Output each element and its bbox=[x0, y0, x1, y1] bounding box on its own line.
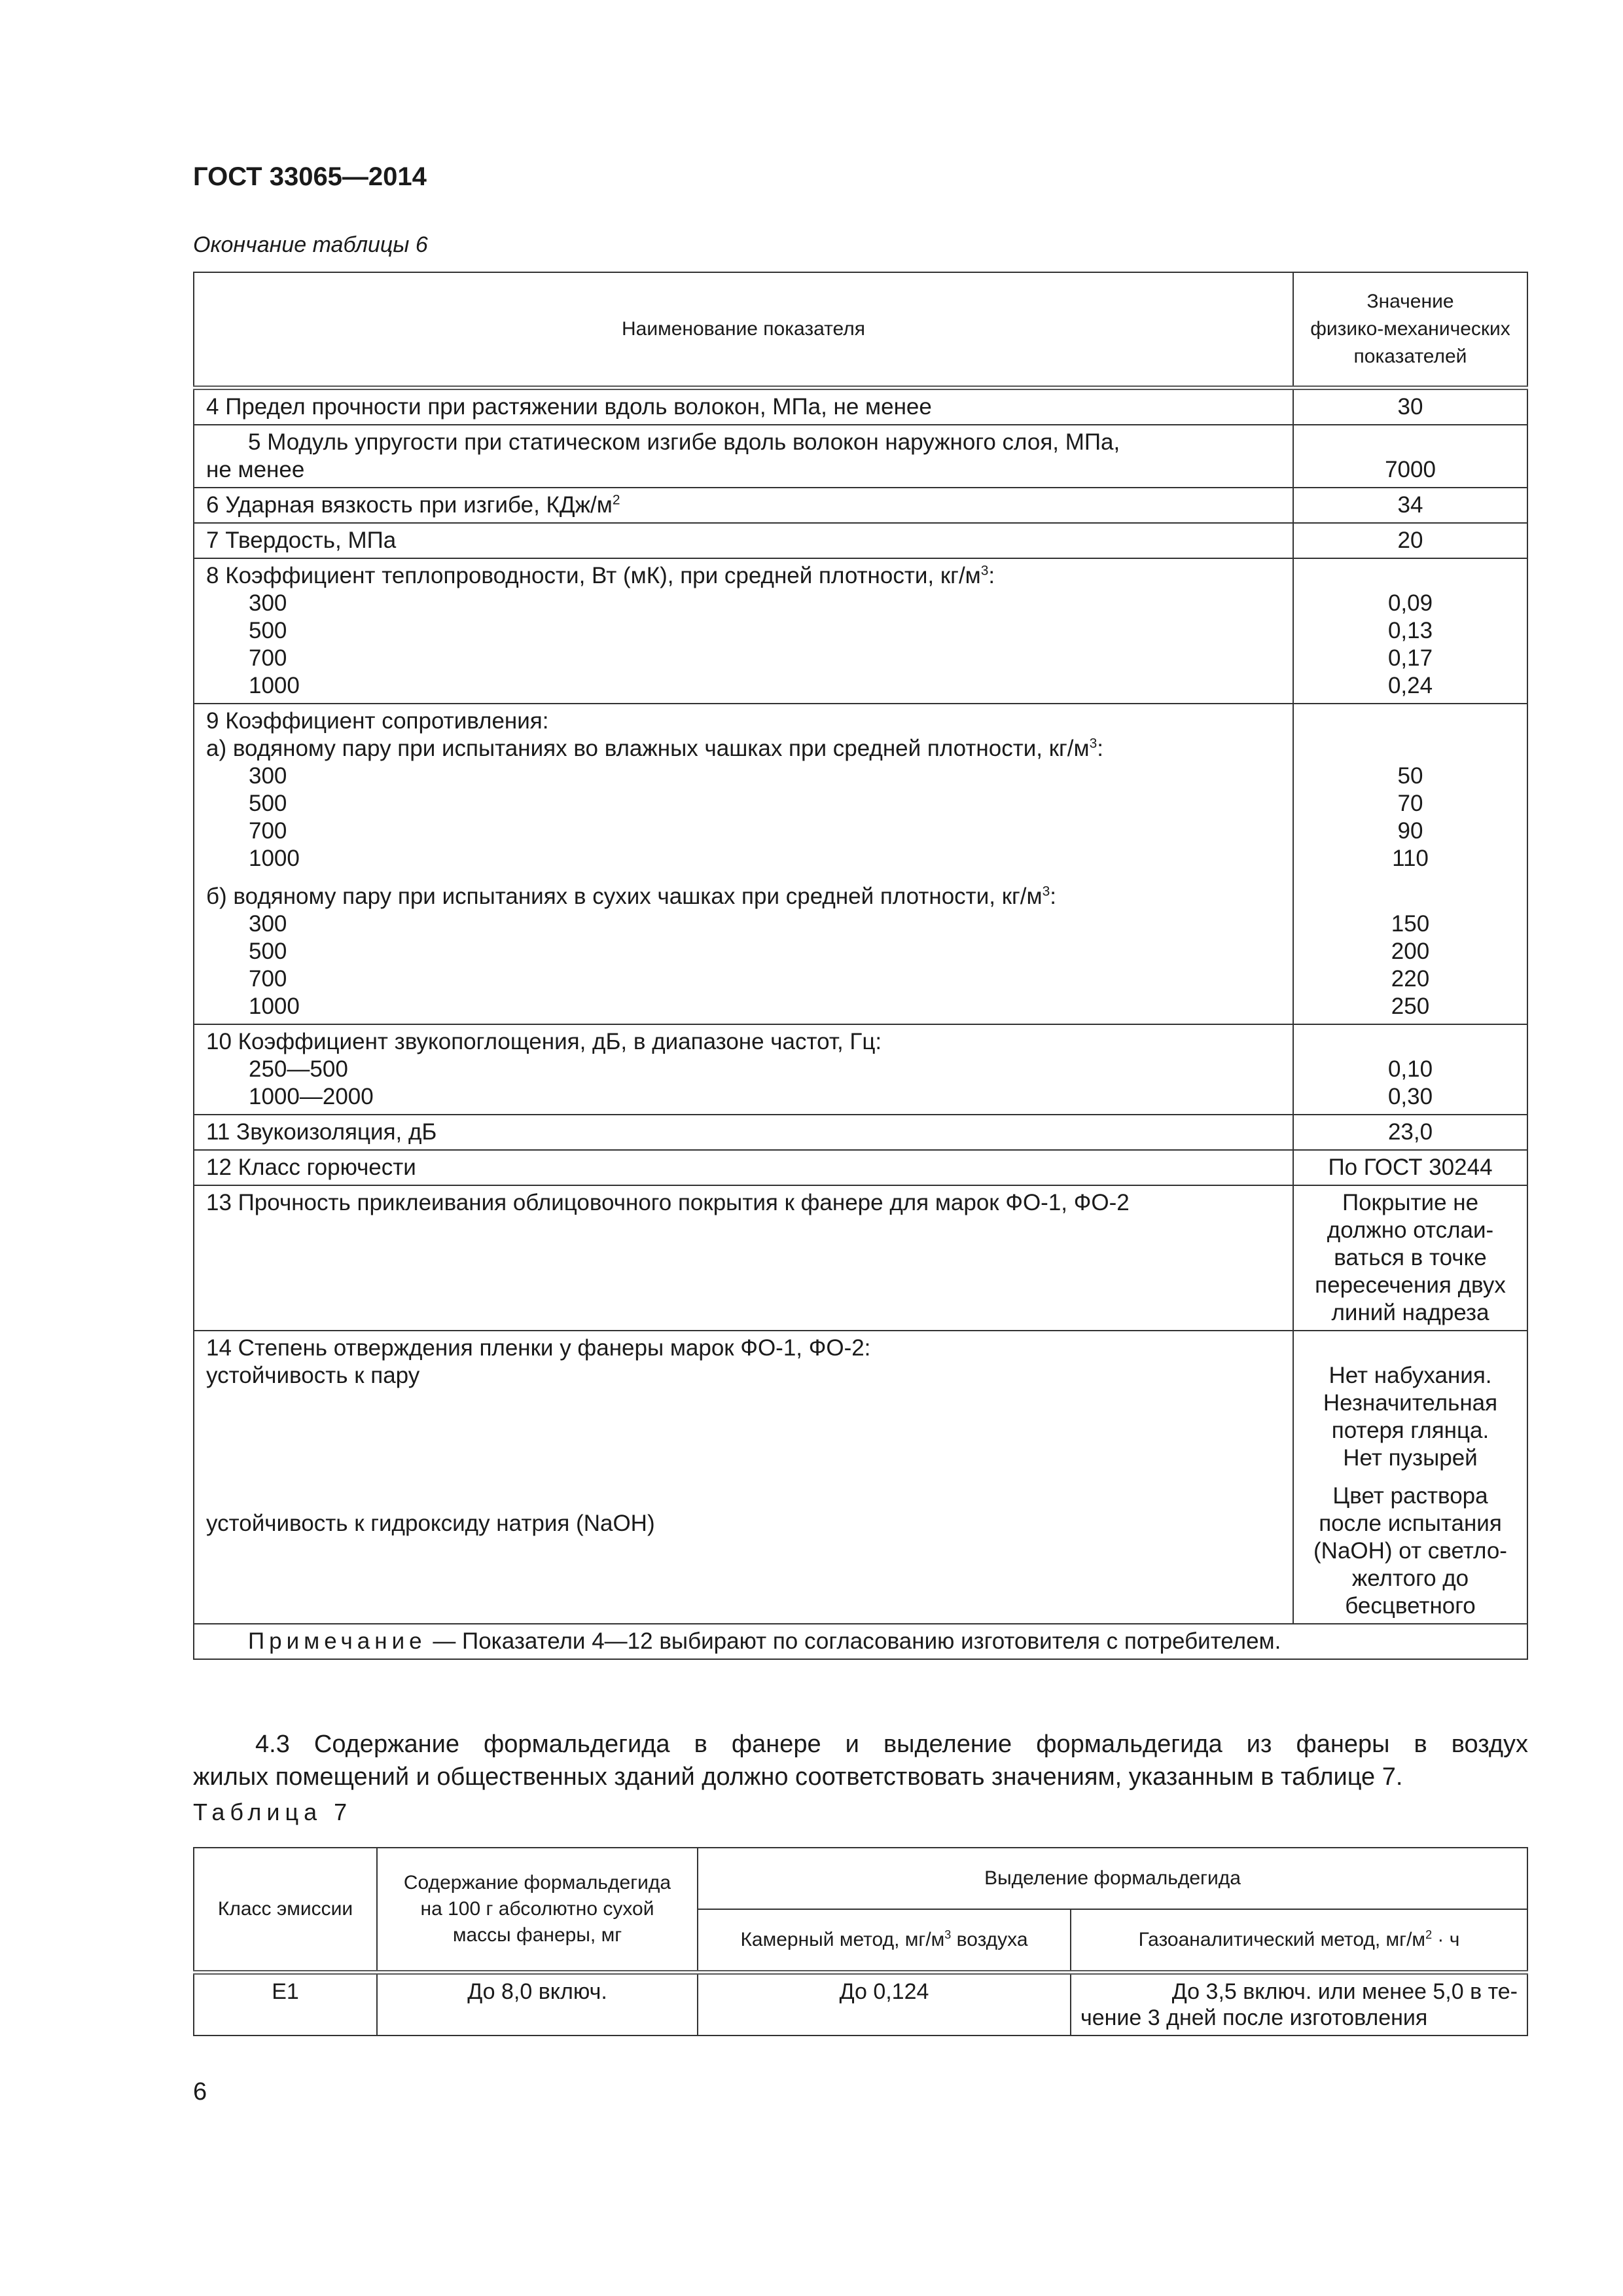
chamber-tail: воздуха bbox=[951, 1929, 1028, 1950]
col-header-chamber bbox=[698, 1909, 1071, 1973]
gas-text: Газоаналитический метод, мг/м bbox=[1138, 1929, 1426, 1950]
col-header-value bbox=[1293, 272, 1527, 388]
row-12-value: По ГОСТ 30244 bbox=[1293, 1150, 1527, 1185]
range-item: 250—500 bbox=[249, 1056, 348, 1082]
table-row bbox=[194, 488, 1527, 523]
row-14-values bbox=[1293, 1331, 1527, 1624]
row-9-title: 9 Коэффициент сопротивления: bbox=[206, 708, 549, 734]
row-9a-text: а) водяному пару при испытаниях во влажных чашках при средней плотности, кг/м bbox=[206, 736, 1090, 761]
density-item: 1000 bbox=[249, 673, 300, 698]
note-text: — Показатели 4—12 выбирают по согласованию изготовителя с потребителем. bbox=[426, 1628, 1281, 1654]
gas-sup: 2 bbox=[1425, 1928, 1433, 1941]
row-7-value: 20 bbox=[1293, 523, 1527, 558]
row-14-steam: устойчивость к пару bbox=[206, 1363, 420, 1388]
density-item: 300 bbox=[249, 911, 287, 937]
value-item: 0,09 bbox=[1387, 590, 1433, 616]
note-label: Примечание bbox=[248, 1628, 427, 1654]
row-5-line: не менее bbox=[206, 457, 305, 482]
density-item: 500 bbox=[249, 618, 287, 643]
table-row bbox=[194, 558, 1527, 704]
table-note-row bbox=[194, 1624, 1527, 1659]
value-line: Нет набухания. bbox=[1329, 1363, 1492, 1388]
cell-class: Е1 bbox=[194, 1973, 377, 2036]
row-11-name: 11 Звукоизоляция, дБ bbox=[194, 1115, 1293, 1150]
row-12-name: 12 Класс горючести bbox=[194, 1150, 1293, 1185]
cell-content: До 8,0 включ. bbox=[377, 1973, 698, 2036]
density-item: 500 bbox=[249, 791, 287, 816]
density-item: 500 bbox=[249, 939, 287, 964]
value-line: Покрытие не bbox=[1342, 1190, 1479, 1215]
cell-gas bbox=[1071, 1973, 1527, 2036]
row-13-name: 13 Прочность приклеивания облицовочного покрытия к фанере для марок ФО-1, ФО-2 bbox=[194, 1185, 1293, 1331]
header-line: на 100 г абсолютно сухой bbox=[420, 1898, 654, 1920]
value-item: 0,30 bbox=[1387, 1084, 1433, 1109]
row-11-value: 23,0 bbox=[1293, 1115, 1527, 1150]
value-line: потеря глянца. bbox=[1331, 1418, 1489, 1443]
col-header-name: Наименование показателя bbox=[194, 272, 1293, 388]
row-9b-text: б) водяному пару при испытаниях в сухих чашках при средней плотности, кг/м bbox=[206, 884, 1043, 909]
row-6-name bbox=[194, 488, 1293, 523]
chamber-sup: 3 bbox=[944, 1928, 952, 1941]
col-header-value-line: показателей bbox=[1353, 346, 1467, 367]
density-item: 1000 bbox=[249, 994, 300, 1019]
row-10-title: 10 Коэффициент звукопоглощения, дБ, в диапазоне частот, Гц: bbox=[206, 1029, 882, 1054]
table-row bbox=[194, 1150, 1527, 1185]
row-4-name: 4 Предел прочности при растяжении вдоль волокон, МПа, не менее bbox=[194, 388, 1293, 425]
table-7 bbox=[193, 1847, 1528, 2036]
row-6-sup: 2 bbox=[612, 492, 620, 508]
page-number: 6 bbox=[193, 2078, 207, 2106]
value-item: 50 bbox=[1397, 763, 1423, 789]
value-line: Цвет раствора bbox=[1332, 1483, 1488, 1509]
row-8-title-text: 8 Коэффициент теплопроводности, Вт (мК), при средней плотности, кг/м bbox=[206, 563, 981, 588]
table-row bbox=[194, 388, 1527, 425]
col-header-value-line: физико-механических bbox=[1310, 318, 1510, 340]
value-item: 250 bbox=[1391, 994, 1430, 1019]
table-row bbox=[194, 1024, 1527, 1115]
col-header-content bbox=[377, 1848, 698, 1973]
table-7-caption: Таблица 7 bbox=[193, 1799, 353, 1825]
row-8-name bbox=[194, 558, 1293, 704]
row-14-naoh: устойчивость к гидроксиду натрия (NaOH) bbox=[206, 1511, 655, 1536]
value-item: 0,17 bbox=[1387, 645, 1433, 671]
col-header-emission: Выделение формальдегида bbox=[698, 1848, 1527, 1909]
document-header: ГОСТ 33065—2014 bbox=[193, 162, 427, 191]
table-row bbox=[194, 1973, 1527, 2036]
row-9a-sup: 3 bbox=[1089, 736, 1097, 751]
row-9-values bbox=[1293, 704, 1527, 1024]
density-item: 700 bbox=[249, 645, 287, 671]
row-7-name: 7 Твердость, МПа bbox=[194, 523, 1293, 558]
row-9a-tail: : bbox=[1097, 736, 1104, 761]
value-item: 110 bbox=[1392, 846, 1429, 871]
table-6-caption: Окончание таблицы 6 bbox=[193, 232, 428, 257]
value-item: 70 bbox=[1397, 791, 1423, 816]
value-line: бесцветного bbox=[1345, 1593, 1476, 1619]
range-item: 1000—2000 bbox=[249, 1084, 374, 1109]
row-8-tail: : bbox=[988, 563, 995, 588]
value-item: 0,10 bbox=[1387, 1056, 1433, 1082]
table-row bbox=[194, 704, 1527, 1024]
row-5-line: 5 Модуль упругости при статическом изгибе вдоль волокон наружного слоя, МПа, bbox=[248, 429, 1120, 455]
row-10-values bbox=[1293, 1024, 1527, 1115]
value-item: 200 bbox=[1391, 939, 1430, 964]
row-13-value bbox=[1293, 1185, 1527, 1331]
row-9a-title bbox=[206, 735, 1281, 762]
value-line: ваться в точке bbox=[1334, 1245, 1487, 1270]
table-row bbox=[194, 1185, 1527, 1331]
value-line: пересечения двух bbox=[1315, 1272, 1506, 1298]
value-item: 90 bbox=[1397, 818, 1423, 844]
row-6-value: 34 bbox=[1293, 488, 1527, 523]
header-line: массы фанеры, мг bbox=[452, 1924, 622, 1946]
value-item: 0,13 bbox=[1387, 618, 1433, 643]
value-line: должно отслаи- bbox=[1327, 1217, 1494, 1243]
value-item: 150 bbox=[1391, 911, 1430, 937]
value-line: после испытания bbox=[1319, 1511, 1502, 1536]
row-9b-title bbox=[206, 883, 1281, 910]
value-line: (NaOH) от светло- bbox=[1313, 1538, 1507, 1564]
cell-chamber: До 0,124 bbox=[698, 1973, 1071, 2036]
cell-gas-line: чение 3 дней после изготовления bbox=[1080, 2005, 1428, 2030]
value-line: линий надреза bbox=[1331, 1300, 1489, 1325]
table-note bbox=[194, 1624, 1527, 1659]
paragraph-line: 4.3 Содержание формальдегида в фанере и выделение формальдегида из фанеры в воздух bbox=[255, 1731, 1528, 1758]
row-14-title: 14 Степень отверждения пленки у фанеры марок ФО-1, ФО-2: bbox=[206, 1335, 871, 1361]
col-header-gas bbox=[1071, 1909, 1527, 1973]
table-row bbox=[194, 1331, 1527, 1624]
paragraph-line: жилых помещений и общественных зданий должно соответствовать значениям, указанным в таблице 7. bbox=[193, 1763, 1403, 1791]
density-item: 300 bbox=[249, 590, 287, 616]
row-6-text: 6 Ударная вязкость при изгибе, КДж/м bbox=[206, 492, 613, 518]
density-item: 1000 bbox=[249, 846, 300, 871]
value-item: 0,24 bbox=[1387, 673, 1433, 698]
density-item: 300 bbox=[249, 763, 287, 789]
row-4-value: 30 bbox=[1293, 388, 1527, 425]
density-item: 700 bbox=[249, 818, 287, 844]
row-5-value: 7000 bbox=[1293, 425, 1527, 488]
chamber-text: Камерный метод, мг/м bbox=[740, 1929, 945, 1950]
row-9b-sup: 3 bbox=[1042, 884, 1050, 899]
row-10-name bbox=[194, 1024, 1293, 1115]
col-header-value-line: Значение bbox=[1366, 291, 1454, 312]
paragraph-4-3 bbox=[193, 1728, 1528, 1793]
row-8-title bbox=[206, 562, 1281, 590]
col-header-class: Класс эмиссии bbox=[194, 1848, 377, 1973]
value-item: 220 bbox=[1391, 966, 1430, 992]
row-9b-tail: : bbox=[1050, 884, 1056, 909]
row-8-sup: 3 bbox=[980, 563, 989, 579]
row-14-name bbox=[194, 1331, 1293, 1624]
cell-gas-line: До 3,5 включ. или менее 5,0 в те- bbox=[1171, 1979, 1518, 2004]
table-row bbox=[194, 523, 1527, 558]
row-5-name bbox=[194, 425, 1293, 488]
value-line: Незначительная bbox=[1323, 1390, 1498, 1416]
table-6 bbox=[193, 272, 1528, 1660]
gas-tail: · ч bbox=[1432, 1929, 1460, 1950]
density-item: 700 bbox=[249, 966, 287, 992]
row-8-values bbox=[1293, 558, 1527, 704]
table-row bbox=[194, 425, 1527, 488]
row-9-name bbox=[194, 704, 1293, 1024]
value-line: Нет пузырей bbox=[1343, 1445, 1478, 1471]
table-row bbox=[194, 1115, 1527, 1150]
header-line: Содержание формальдегида bbox=[403, 1872, 671, 1893]
value-line: желтого до bbox=[1351, 1566, 1469, 1591]
